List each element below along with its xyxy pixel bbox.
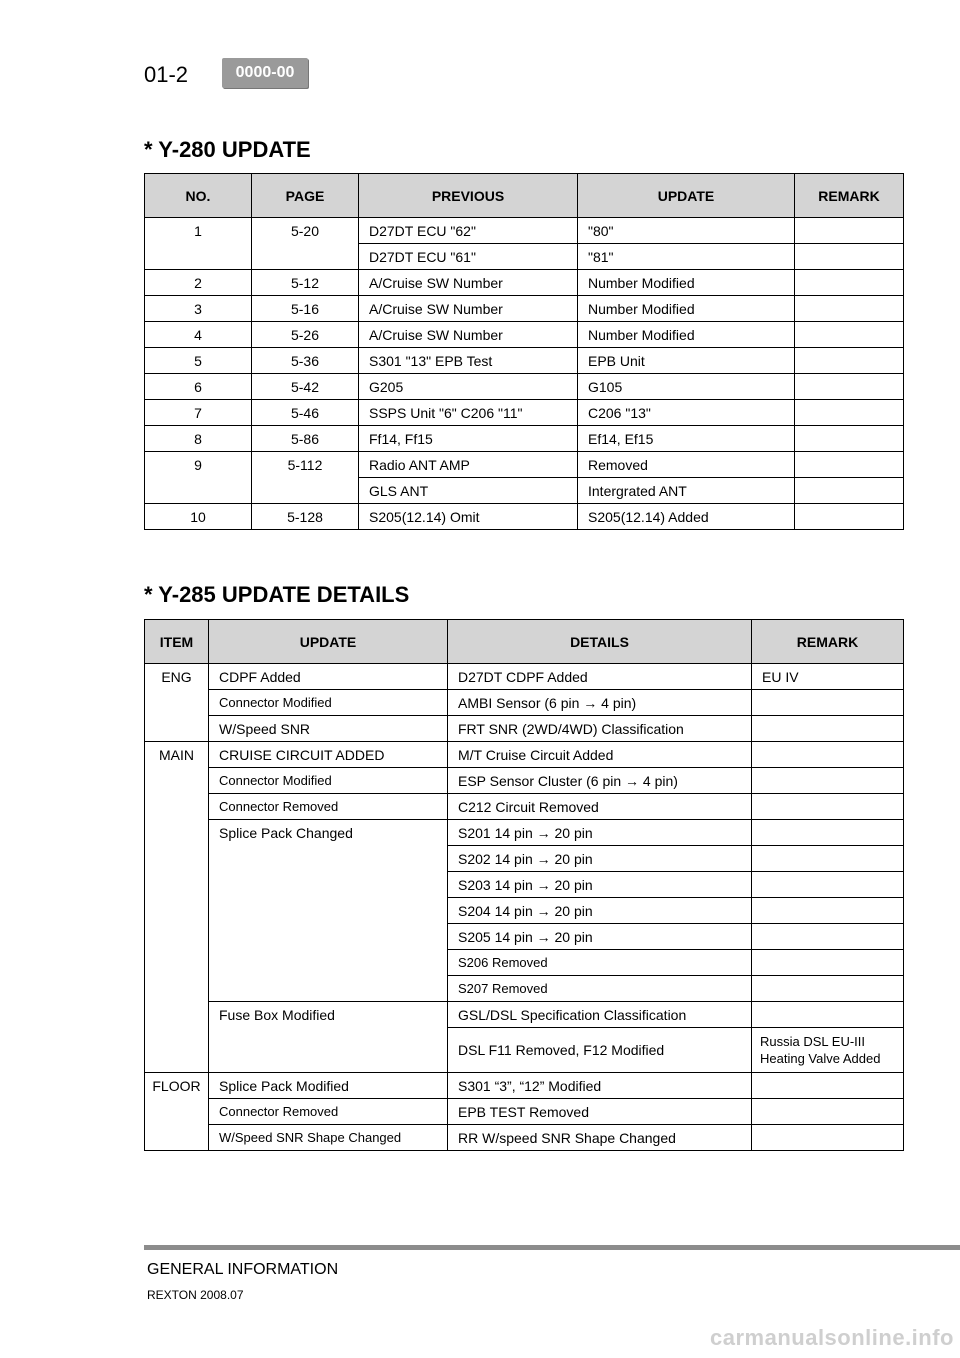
table-row <box>145 1125 904 1151</box>
cell-remark <box>795 426 904 452</box>
cell-update: Removed <box>578 452 795 478</box>
section-title-y285: * Y-285 UPDATE DETAILS <box>144 582 410 607</box>
cell-details: S206 Removed <box>448 950 752 976</box>
cell-update: "81" <box>578 244 795 270</box>
table-row <box>145 374 904 400</box>
table-row <box>145 452 904 478</box>
cell-page: 5-36 <box>252 348 359 374</box>
column-header-no: NO. <box>145 174 252 218</box>
column-header-remark: REMARK <box>795 174 904 218</box>
table-row <box>145 690 904 716</box>
cell-update: W/Speed SNR Shape Changed <box>209 1125 448 1151</box>
watermark: carmanualsonline.info <box>710 1325 954 1350</box>
cell-previous: SSPS Unit "6" C206 "11" <box>359 400 578 426</box>
column-header-previous: PREVIOUS <box>359 174 578 218</box>
cell-remark <box>752 794 904 820</box>
y285-update-details-table <box>144 619 904 1151</box>
column-header-page: PAGE <box>252 174 359 218</box>
table-row <box>145 794 904 820</box>
cell-remark <box>752 768 904 794</box>
cell-remark <box>795 504 904 530</box>
cell-no: 1 <box>145 218 252 270</box>
cell-details: S301 “3”, “12” Modified <box>448 1073 752 1099</box>
cell-previous: G205 <box>359 374 578 400</box>
cell-details: S201 14 pin → 20 pin <box>448 820 752 846</box>
cell-previous: D27DT ECU "62" <box>359 218 578 244</box>
column-header-item: ITEM <box>145 620 209 664</box>
section-title-y280: * Y-280 UPDATE <box>144 137 311 162</box>
table-row <box>145 322 904 348</box>
cell-page: 5-42 <box>252 374 359 400</box>
cell-no: 5 <box>145 348 252 374</box>
cell-details: EPB TEST Removed <box>448 1099 752 1125</box>
y280-update-table <box>144 173 904 530</box>
cell-no: 3 <box>145 296 252 322</box>
cell-update: "80" <box>578 218 795 244</box>
cell-previous: A/Cruise SW Number <box>359 296 578 322</box>
cell-remark <box>752 846 904 872</box>
cell-remark <box>795 452 904 478</box>
cell-details: S207 Removed <box>448 976 752 1002</box>
cell-no: 7 <box>145 400 252 426</box>
cell-remark <box>795 244 904 270</box>
cell-no: 10 <box>145 504 252 530</box>
table-row <box>145 768 904 794</box>
cell-update: EPB Unit <box>578 348 795 374</box>
column-header-update: UPDATE <box>578 174 795 218</box>
cell-page: 5-16 <box>252 296 359 322</box>
cell-update: Connector Removed <box>209 794 448 820</box>
cell-remark <box>752 820 904 846</box>
cell-no: 4 <box>145 322 252 348</box>
table-header-row <box>145 174 904 218</box>
cell-page: 5-128 <box>252 504 359 530</box>
cell-previous: GLS ANT <box>359 478 578 504</box>
cell-remark <box>752 1073 904 1099</box>
cell-page: 5-112 <box>252 452 359 504</box>
cell-previous: A/Cruise SW Number <box>359 270 578 296</box>
cell-previous: S205(12.14) Omit <box>359 504 578 530</box>
cell-remark <box>752 742 904 768</box>
cell-update: Fuse Box Modified <box>209 1002 448 1073</box>
cell-previous: D27DT ECU "61" <box>359 244 578 270</box>
column-header-remark: REMARK <box>752 620 904 664</box>
cell-remark <box>752 872 904 898</box>
cell-no: 9 <box>145 452 252 504</box>
table-row <box>145 820 904 846</box>
cell-previous: Ff14, Ff15 <box>359 426 578 452</box>
footer-subtitle: REXTON 2008.07 <box>147 1288 244 1302</box>
cell-item-eng: ENG <box>145 664 209 742</box>
cell-previous: Radio ANT AMP <box>359 452 578 478</box>
cell-page: 5-46 <box>252 400 359 426</box>
table-row <box>145 1002 904 1028</box>
table-row <box>145 296 904 322</box>
cell-update: Connector Modified <box>209 768 448 794</box>
cell-remark <box>795 322 904 348</box>
table-header-row <box>145 620 904 664</box>
cell-update: Number Modified <box>578 270 795 296</box>
cell-previous: S301 "13" EPB Test <box>359 348 578 374</box>
table-row <box>145 716 904 742</box>
cell-update: Number Modified <box>578 296 795 322</box>
cell-item-floor: FLOOR <box>145 1073 209 1151</box>
cell-update: Connector Modified <box>209 690 448 716</box>
cell-page: 5-86 <box>252 426 359 452</box>
table-row <box>145 742 904 768</box>
cell-no: 2 <box>145 270 252 296</box>
cell-remark: EU IV <box>752 664 904 690</box>
cell-remark <box>752 950 904 976</box>
cell-remark <box>752 976 904 1002</box>
cell-details: DSL F11 Removed, F12 Modified <box>448 1028 752 1073</box>
cell-remark <box>752 1125 904 1151</box>
cell-details: AMBI Sensor (6 pin → 4 pin) <box>448 690 752 716</box>
cell-remark <box>795 348 904 374</box>
cell-no: 8 <box>145 426 252 452</box>
table-row <box>145 426 904 452</box>
cell-update: W/Speed SNR <box>209 716 448 742</box>
table-row <box>145 400 904 426</box>
cell-page: 5-12 <box>252 270 359 296</box>
cell-details: GSL/DSL Specification Classification <box>448 1002 752 1028</box>
cell-update: Ef14, Ef15 <box>578 426 795 452</box>
footer-title: GENERAL INFORMATION <box>147 1261 339 1278</box>
table-row <box>145 348 904 374</box>
cell-remark: Russia DSL EU-III Heating Valve Added <box>752 1028 904 1073</box>
cell-update: C206 "13" <box>578 400 795 426</box>
cell-page: 5-20 <box>252 218 359 270</box>
cell-remark <box>752 898 904 924</box>
column-header-update: UPDATE <box>209 620 448 664</box>
table-row <box>145 504 904 530</box>
cell-details: S205 14 pin → 20 pin <box>448 924 752 950</box>
cell-remark <box>752 1099 904 1125</box>
column-header-details: DETAILS <box>448 620 752 664</box>
cell-update: Intergrated ANT <box>578 478 795 504</box>
cell-no: 6 <box>145 374 252 400</box>
cell-details: M/T Cruise Circuit Added <box>448 742 752 768</box>
cell-update: Splice Pack Changed <box>209 820 448 1002</box>
cell-update: CRUISE CIRCUIT ADDED <box>209 742 448 768</box>
cell-details: ESP Sensor Cluster (6 pin → 4 pin) <box>448 768 752 794</box>
cell-remark <box>752 690 904 716</box>
cell-details: RR W/speed SNR Shape Changed <box>448 1125 752 1151</box>
section-code-badge: 0000-00 <box>222 58 308 88</box>
cell-item-main: MAIN <box>145 742 209 1073</box>
table-row <box>145 1073 904 1099</box>
cell-remark <box>795 374 904 400</box>
cell-update: Splice Pack Modified <box>209 1073 448 1099</box>
footer-divider <box>144 1245 960 1250</box>
cell-update: G105 <box>578 374 795 400</box>
cell-details: FRT SNR (2WD/4WD) Classification <box>448 716 752 742</box>
cell-details: C212 Circuit Removed <box>448 794 752 820</box>
cell-remark <box>795 270 904 296</box>
cell-update: CDPF Added <box>209 664 448 690</box>
cell-remark <box>795 478 904 504</box>
cell-page: 5-26 <box>252 322 359 348</box>
cell-remark <box>752 716 904 742</box>
cell-details: D27DT CDPF Added <box>448 664 752 690</box>
cell-details: S202 14 pin → 20 pin <box>448 846 752 872</box>
cell-details: S203 14 pin → 20 pin <box>448 872 752 898</box>
page-number: 01-2 <box>144 62 189 87</box>
cell-remark <box>752 1002 904 1028</box>
table-row <box>145 218 904 244</box>
cell-update: S205(12.14) Added <box>578 504 795 530</box>
table-row <box>145 270 904 296</box>
cell-update: Connector Removed <box>209 1099 448 1125</box>
cell-remark <box>795 400 904 426</box>
cell-previous: A/Cruise SW Number <box>359 322 578 348</box>
cell-details: S204 14 pin → 20 pin <box>448 898 752 924</box>
table-row <box>145 1099 904 1125</box>
cell-remark <box>795 296 904 322</box>
cell-update: Number Modified <box>578 322 795 348</box>
table-row <box>145 664 904 690</box>
cell-remark <box>795 218 904 244</box>
cell-remark <box>752 924 904 950</box>
